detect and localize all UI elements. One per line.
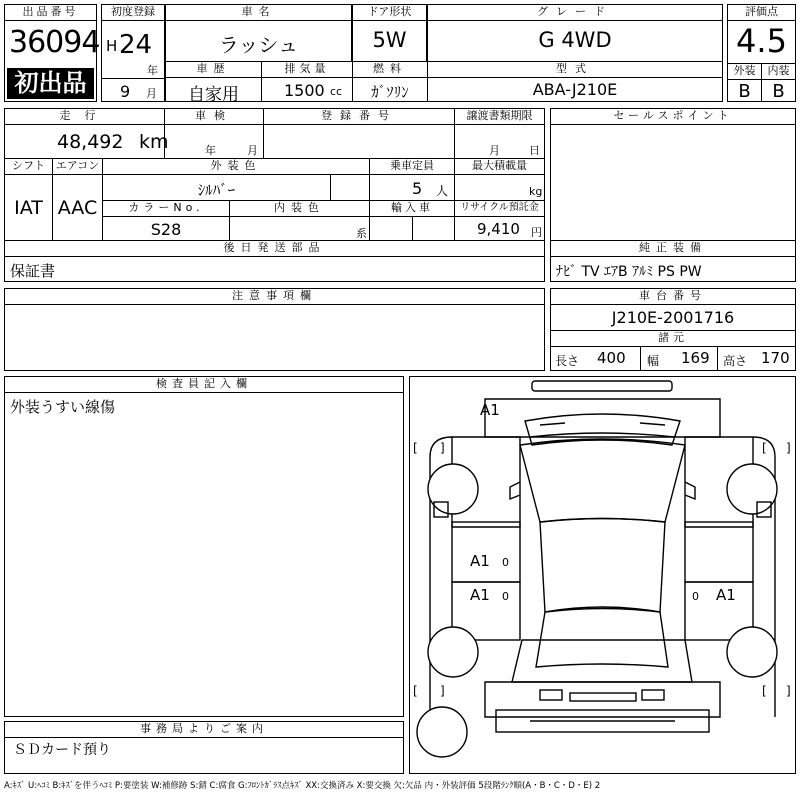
legend-text: A:ｷｽﾞ U:ﾍｺﾐ B:ｷｽﾞを伴うﾍｺﾐ P:要塗装 W:補修跡 S:錆 C:腐食 G:ﾌﾛﾝﾄｶﾞﾗｽ点ｷｽﾞ XX:交換済み X:要交換 欠:欠品 内・外装評価 5段階ﾗﾝｸ順(A・B・C・D・E) 2: [4, 781, 601, 791]
recycle-unit: 円: [531, 226, 542, 239]
interior-color-cell: [229, 216, 370, 241]
height-label: 高さ: [723, 354, 748, 368]
seats-label: 乗車定員: [369, 158, 455, 175]
exterior-color-value: ｼﾙﾊﾞｰ: [197, 181, 236, 199]
chassis-label: 車台番号: [550, 288, 796, 305]
import-label: 輸入車: [369, 200, 455, 217]
exterior-color-label: 外装色: [102, 158, 370, 175]
exterior-score-value: B: [738, 81, 751, 102]
later-parts-value: 保証書: [10, 262, 56, 280]
exterior-color-cell: [102, 174, 331, 201]
inspection-month-unit: 月: [247, 144, 258, 157]
import-cell-b: [412, 216, 455, 241]
damage-mark-left-front-door: A1: [470, 552, 490, 570]
interior-color-label: 内装色: [229, 200, 370, 217]
score-value: 4.5: [736, 22, 787, 60]
lot-section: [4, 4, 100, 102]
first-registration-month-cell: [101, 78, 165, 102]
transfer-day-unit: 日: [529, 144, 540, 157]
first-registration-section: [101, 4, 165, 102]
genuine-equip-label: 純正装備: [550, 240, 796, 257]
interior-score-value: B: [772, 81, 785, 102]
sales-point-label: セールスポイント: [550, 108, 796, 125]
car-diagram: [409, 376, 796, 774]
shift-label: シフト: [4, 158, 53, 175]
history-cell: [165, 77, 262, 105]
fuel-label: 燃料: [352, 61, 428, 78]
interior-color-unit: 系: [356, 227, 367, 240]
car-name-value: ラッシュ: [218, 33, 299, 57]
bracket-open-right-rear: [: [762, 684, 767, 698]
displacement-cell: [261, 77, 353, 102]
later-parts-cell: [4, 256, 545, 282]
dimensions-label: 諸元: [550, 330, 796, 347]
bracket-close-left-rear: ]: [440, 684, 445, 698]
exterior-score-label: 外装: [727, 63, 762, 80]
inspector-label: 検査員記入欄: [4, 376, 404, 393]
recycle-value: 9,410: [477, 220, 520, 238]
color-no-cell: [102, 216, 230, 241]
max-load-cell: [454, 174, 545, 201]
lot-label: 出品番号: [4, 4, 97, 21]
recycle-cell: [454, 216, 545, 241]
mileage-value: 48,492: [57, 131, 124, 153]
car-body-diagram: [410, 377, 795, 773]
width-label: 幅: [647, 354, 660, 368]
bracket-open-left-rear: [: [413, 684, 418, 698]
seats-cell: [369, 174, 455, 201]
bracket-open-right: [: [762, 441, 767, 455]
inspector-value: 外装うすい線傷: [10, 398, 116, 416]
length-value: 400: [597, 349, 626, 367]
width-cell: [640, 346, 718, 371]
displacement-label: 排気量: [261, 61, 353, 78]
aircon-label: エアコン: [52, 158, 103, 175]
car-name-section: [165, 4, 352, 62]
damage-mark-front: A1: [480, 401, 500, 419]
aircon-value: AAC: [57, 197, 98, 219]
mileage-cell: [4, 124, 169, 159]
first-registration-year: 24: [119, 30, 153, 60]
later-parts-label: 後日発送部品: [4, 240, 545, 257]
first-registration-label: 初度登録: [101, 4, 165, 21]
fuel-value: ｶﾞｿﾘﾝ: [371, 83, 409, 101]
chassis-section: [550, 288, 796, 371]
genuine-equip-value: ﾅﾋﾞ TV ｴｱB ｱﾙﾐ PS PW: [556, 264, 702, 280]
office-value: ＳＤカード預り: [13, 742, 111, 758]
width-value: 169: [681, 349, 710, 367]
notes-section: [4, 288, 545, 371]
shift-cell: [4, 174, 53, 241]
model-code-cell: [427, 77, 723, 102]
door-value: 5W: [372, 28, 407, 52]
import-cell-a: [369, 216, 413, 241]
door-section: [352, 4, 427, 62]
length-label: 長さ: [555, 354, 580, 368]
damage-mark-right-rear-door: A1: [716, 586, 736, 604]
mileage-label: 走行: [4, 108, 165, 125]
model-code-value: ABA-J210E: [532, 80, 618, 99]
history-value: 自家用: [188, 85, 239, 105]
first-registration-month: 9: [120, 82, 131, 101]
aircon-cell: [52, 174, 103, 241]
interior-score-label: 内装: [761, 63, 796, 80]
bracket-close-right-rear: ]: [786, 684, 791, 698]
reg-number-label: 登録番号: [263, 108, 455, 125]
car-name-label: 車名: [165, 4, 352, 21]
recycle-label: リサイクル預託金: [454, 200, 545, 217]
reg-number-cell: [263, 124, 455, 159]
inspection-cell: [164, 124, 264, 159]
grade-label: グレード: [427, 4, 723, 21]
sales-point-section: [550, 108, 796, 241]
genuine-equip-cell: [550, 256, 796, 282]
displacement-unit: cc: [330, 85, 343, 98]
inspection-label: 車検: [164, 108, 264, 125]
notes-label: 注意事項欄: [4, 288, 545, 305]
score-section: [727, 4, 796, 102]
grade-section: [427, 4, 723, 62]
bracket-close-left: ]: [440, 441, 445, 455]
zero-mark-left-front: 0: [502, 556, 509, 569]
transfer-label: 譲渡書類期限: [454, 108, 545, 125]
first-listing-badge: 初出品: [7, 68, 94, 99]
color-no-value: S28: [150, 220, 182, 239]
seats-unit: 人: [436, 184, 449, 198]
inspection-year-unit: 年: [205, 144, 216, 157]
office-section: [4, 721, 404, 774]
shift-value: IAT: [14, 197, 43, 219]
max-load-label: 最大積載量: [454, 158, 545, 175]
max-load-unit: kg: [529, 185, 543, 198]
damage-mark-left-rear-door: A1: [470, 586, 490, 604]
fuel-cell: [352, 77, 428, 102]
first-registration-year-unit: 年: [147, 64, 158, 77]
displacement-value: 1500: [284, 81, 325, 100]
height-value: 170: [761, 349, 790, 367]
transfer-month-unit: 月: [489, 144, 500, 157]
mileage-unit: km: [139, 131, 169, 153]
exterior-color-extra-cell: [330, 174, 370, 201]
grade-value: G 4WD: [538, 28, 612, 52]
color-no-label: カラーNo.: [102, 200, 230, 217]
first-registration-era: H: [106, 37, 118, 55]
exterior-score-cell: [727, 79, 762, 102]
zero-mark-right-rear: 0: [692, 590, 699, 603]
score-label: 評価点: [727, 4, 796, 21]
first-registration-month-unit: 月: [146, 87, 157, 100]
bracket-open-left: [: [413, 441, 418, 455]
inspector-section: [4, 376, 404, 717]
bracket-close-right: ]: [786, 441, 791, 455]
door-label: ドア形状: [352, 4, 427, 21]
model-code-label: 型式: [427, 61, 723, 78]
seats-value: 5: [412, 179, 423, 198]
office-label: 事務局よりご案内: [4, 721, 404, 738]
zero-mark-left-rear: 0: [502, 590, 509, 603]
history-label: 車歴: [165, 61, 262, 78]
chassis-value: J210E-2001716: [611, 308, 735, 327]
transfer-cell: [454, 124, 545, 159]
interior-score-cell: [761, 79, 796, 102]
lot-number: 36094: [9, 25, 100, 60]
